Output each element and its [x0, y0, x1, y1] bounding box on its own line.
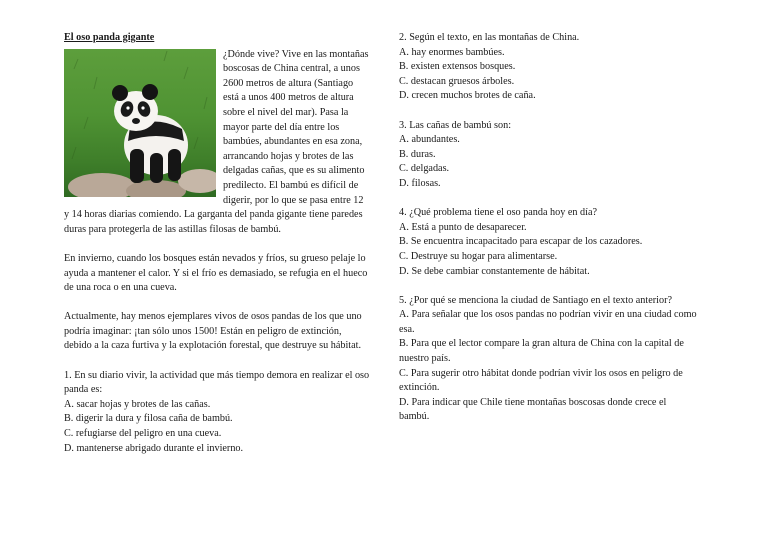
question-1-option-d: D. mantenerse abrigado durante el invierno. — [64, 442, 244, 454]
question-4-text: 4. ¿Qué problema tiene el oso panda hoy en día? — [399, 207, 598, 219]
question-4 — [399, 206, 699, 279]
question-2-option-b: B. existen extensos bosques. — [399, 61, 516, 73]
question-1 — [64, 369, 370, 457]
question-5-option-d: D. Para indicar que Chile tiene montañas boscosas donde crece el bambú. — [399, 396, 667, 423]
intro-paragraph: ¿Dónde vive? Vive en las montañas boscosas de China central, a unos 2600 metros de altura (Santiago está a unos 400 metros de altura sobre el nivel del mar). Pasa la mayor parte del día entre los bambúes, abundantes en esa zona, arrancando hojas y brotes de las delgadas cañas, que es su alimento predilecto. El bambú es difícil de digerir, por lo que se pasa entre 12 y 14 horas diarias comiendo. La garganta del panda gigante tiene paredes duras para protegerla de las astillas filosas de bambú. — [64, 48, 369, 235]
panda-photo — [64, 49, 216, 197]
question-2-option-c: C. destacan gruesos árboles. — [399, 75, 515, 87]
question-5-option-a: A. Para señalar que los osos pandas no podrían vivir en una ciudad como esa. — [399, 309, 697, 335]
question-3-option-c: C. delgadas. — [399, 163, 450, 175]
question-2-text: 2. Según el texto, en las montañas de China. — [399, 32, 580, 43]
document-title: El oso panda gigante — [64, 32, 155, 43]
question-4-option-c: C. Destruye su hogar para alimentarse. — [399, 250, 558, 262]
question-2 — [399, 31, 699, 104]
question-3 — [399, 119, 699, 192]
winter-paragraph: En invierno, cuando los bosques están nevados y fríos, su grueso pelaje lo ayuda a mantener el calor. Y si el frío es demasiado, se refugia en el hueco de una roca o en una cueva. — [64, 252, 368, 294]
question-1-option-b: B. digerir la dura y filosa caña de bambú. — [64, 413, 233, 425]
question-4-option-b: B. Se encuentra incapacitado para escapar de los cazadores. — [399, 236, 643, 248]
question-2-option-d: D. crecen muchos brotes de caña. — [399, 90, 536, 102]
question-5 — [399, 294, 699, 425]
question-1-text: 1. En su diario vivir, la actividad que más tiempo demora en realizar el oso panda es: — [64, 369, 370, 396]
extinction-paragraph: Actualmente, hay menos ejemplares vivos de osos pandas de los que uno podría imaginar: ¡tan sólo unos 1500! Están en peligro de extinción, debido a la caza furtiva y la explotación forestal, que destruye su hábitat. — [64, 311, 362, 352]
question-2-option-a: A. hay enormes bambúes. — [399, 46, 505, 58]
panda-illustration — [64, 49, 216, 197]
question-5-option-b: B. Para que el lector compare la gran altura de China con la capital de nuestro país. — [399, 338, 684, 365]
question-4-option-d: D. Se debe cambiar constantemente de hábitat. — [399, 265, 590, 277]
question-1-option-a: A. sacar hojas y brotes de las cañas. — [64, 398, 211, 410]
questions-column — [399, 31, 699, 440]
question-4-option-a: A. Está a punto de desaparecer. — [399, 221, 527, 233]
question-5-option-c: C. Para sugerir otro hábitat donde podrían vivir los osos en peligro de extinción. — [399, 367, 683, 394]
reading-column — [64, 31, 370, 471]
question-3-option-d: D. filosas. — [399, 177, 441, 189]
question-3-option-a: A. abundantes. — [399, 134, 460, 146]
question-3-option-b: B. duras. — [399, 148, 436, 160]
question-1-option-c: C. refugiarse del peligro en una cueva. — [64, 428, 222, 440]
question-5-text: 5. ¿Por qué se menciona la ciudad de Santiago en el texto anterior? — [399, 294, 672, 306]
question-3-text: 3. Las cañas de bambú son: — [399, 119, 512, 131]
